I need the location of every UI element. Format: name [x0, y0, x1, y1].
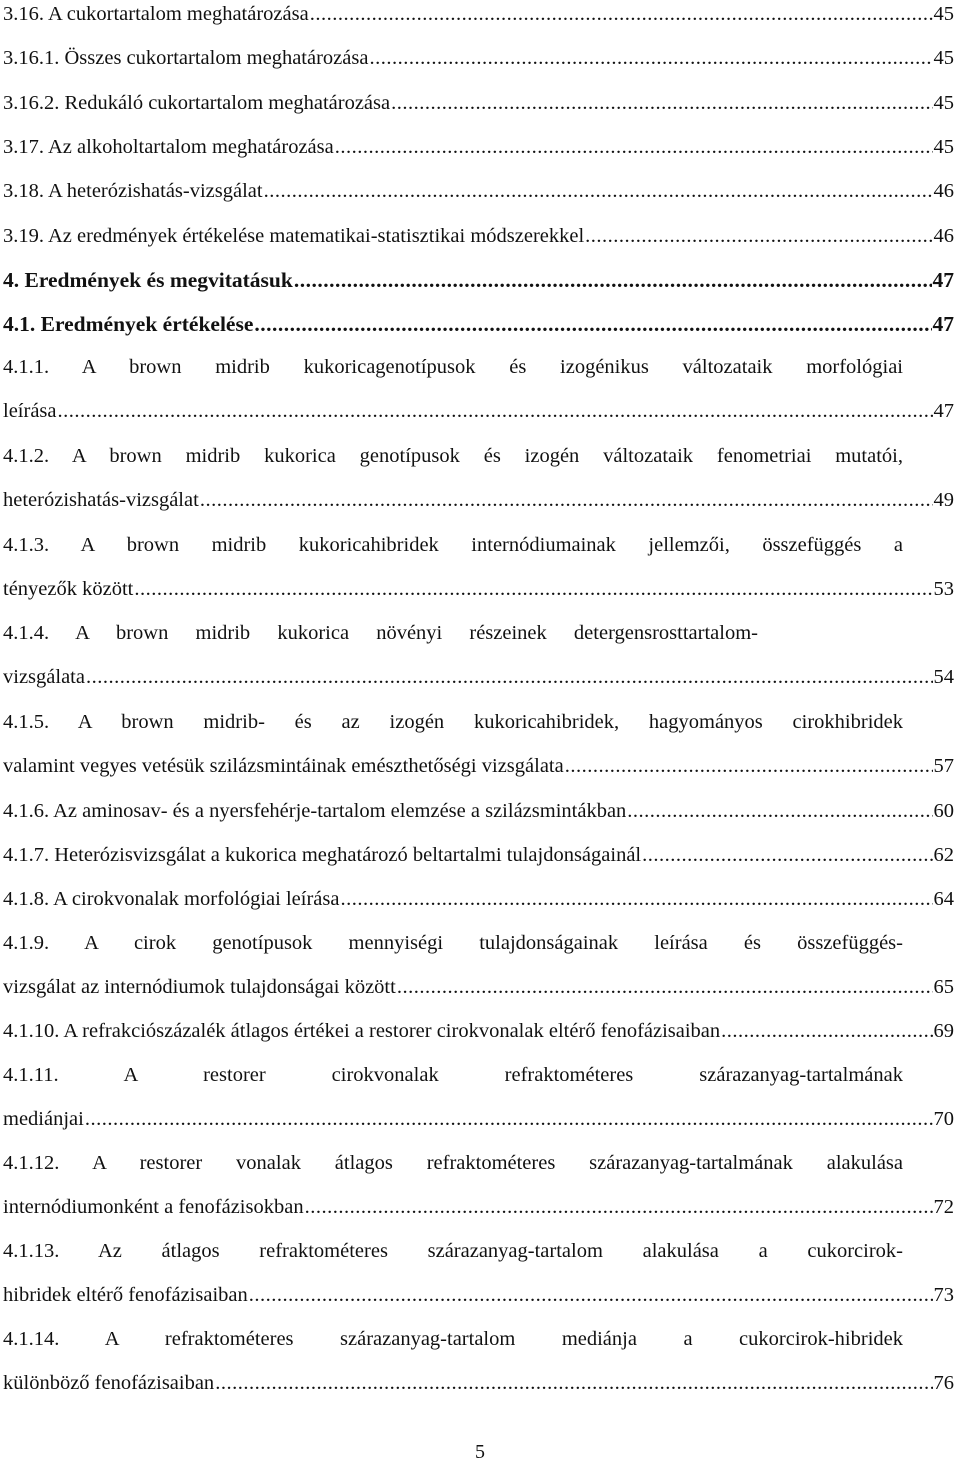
- dot-leader: [310, 0, 933, 36]
- toc-line: [3, 81, 954, 125]
- toc-line: [3, 1009, 954, 1053]
- dot-leader: [627, 789, 932, 833]
- dot-leader: [294, 258, 932, 302]
- toc-page-number: 69: [933, 1020, 954, 1042]
- toc-entry[interactable]: [3, 258, 954, 302]
- dot-leader: [397, 965, 933, 1009]
- toc-line: [3, 214, 954, 258]
- dot-leader: [86, 655, 933, 699]
- toc-entry[interactable]: [3, 214, 954, 258]
- toc-page-number: 45: [933, 135, 954, 158]
- toc-entry-text: 3.17. Az alkoholtartalom meghatározása: [3, 135, 334, 158]
- toc-line: [3, 169, 954, 213]
- toc-line: [3, 1141, 954, 1185]
- toc-page-number: 47: [932, 311, 954, 336]
- toc-line: [3, 0, 954, 36]
- toc-page-number: 70: [933, 1108, 954, 1131]
- toc-line: [3, 833, 954, 877]
- toc-line: [3, 389, 954, 433]
- toc-line: [3, 302, 954, 346]
- toc-entry-text: 3.19. Az eredmények értékelése matematikai-statisztikai módszerekkel: [3, 224, 585, 247]
- toc-line: [3, 125, 954, 169]
- dot-leader: [585, 214, 932, 258]
- toc-page-number: 49: [933, 489, 954, 512]
- dot-leader: [85, 1097, 933, 1141]
- toc-page-number: 46: [933, 180, 954, 203]
- toc-line: [3, 1097, 954, 1141]
- dot-leader: [200, 478, 933, 522]
- toc-entry[interactable]: [3, 36, 954, 80]
- toc-entry-text: internódiumonként a fenofázisokban: [3, 1196, 304, 1219]
- toc-line: [3, 345, 954, 389]
- toc-entry-text: vizsgálata: [3, 666, 85, 689]
- toc-entry[interactable]: [3, 1053, 954, 1142]
- toc-entry-text: 4.1.10. A refrakciószázalék átlagos értékei a restorer cirokvonalak eltérő fenofázisaiban: [3, 1020, 721, 1042]
- toc-line: [3, 744, 954, 788]
- toc-entry[interactable]: [3, 302, 954, 346]
- toc-entry-text: 4.1.3. A brown midrib kukoricahibridek internódiumainak jellemzői, összefüggés a: [3, 534, 903, 556]
- toc-line: [3, 1361, 954, 1405]
- toc-entry-text: 4.1. Eredmények értékelése: [3, 311, 254, 336]
- toc-page-number: 53: [933, 578, 954, 601]
- toc-entry-text: 4.1.7. Heterózisvizsgálat a kukorica meghatározó beltartalmi tulajdonságainál: [3, 844, 642, 866]
- toc-line: [3, 700, 954, 744]
- toc-entry-text: heterózishatás-vizsgálat: [3, 489, 199, 512]
- toc-line: [3, 434, 954, 478]
- toc-entry-text: 4.1.13. Az átlagos refraktométeres szárazanyag-tartalom alakulása a cukorcirok-: [3, 1240, 903, 1262]
- toc-page-number: 45: [933, 91, 954, 114]
- toc-line: [3, 655, 954, 699]
- toc-page-number: 60: [933, 800, 954, 822]
- toc-entry-text: leírása: [3, 400, 57, 423]
- toc-entry[interactable]: [3, 523, 954, 612]
- toc-entry-text: 4.1.4. A brown midrib kukorica növényi részeinek detergensrosttartalom-: [3, 622, 758, 644]
- toc-line: [3, 1273, 954, 1317]
- toc-entry-text: 3.16. A cukortartalom meghatározása: [3, 3, 309, 25]
- toc-line: [3, 567, 954, 611]
- dot-leader: [565, 744, 933, 788]
- toc-entry[interactable]: [3, 1009, 954, 1053]
- toc-entry-text: 3.18. A heterózishatás-vizsgálat: [3, 180, 263, 203]
- toc-entry[interactable]: [3, 833, 954, 877]
- toc-entry[interactable]: [3, 1229, 954, 1318]
- dot-leader: [58, 389, 933, 433]
- toc-entry-text: mediánjai: [3, 1108, 84, 1131]
- toc-page-number: 64: [933, 888, 954, 910]
- toc-entry[interactable]: [3, 789, 954, 833]
- toc-line: [3, 1185, 954, 1229]
- toc-page-number: 62: [933, 844, 954, 866]
- toc-line: [3, 1229, 954, 1273]
- toc-page-number: 47: [933, 400, 954, 423]
- toc-entry-text: 4.1.1. A brown midrib kukoricagenotípusok és izogénikus változataik morfológiai: [3, 356, 903, 378]
- dot-leader: [642, 833, 932, 877]
- toc-page-number: 46: [933, 224, 954, 247]
- dot-leader: [335, 125, 933, 169]
- dot-leader: [134, 567, 932, 611]
- toc-entry-text: 3.16.2. Redukáló cukortartalom meghatározása: [3, 91, 391, 114]
- toc-entry-text: 3.16.1. Összes cukortartalom meghatározása: [3, 47, 369, 70]
- toc-page-number: 65: [933, 976, 954, 999]
- toc-line: [3, 965, 954, 1009]
- toc-entry-text: 4. Eredmények és megvitatásuk: [3, 268, 293, 292]
- toc-entry[interactable]: [3, 921, 954, 1010]
- toc-line: [3, 1317, 954, 1361]
- toc-page-number: 47: [932, 268, 954, 292]
- toc-line: [3, 1053, 954, 1097]
- toc-entry-text: 4.1.9. A cirok genotípusok mennyiségi tulajdonságainak leírása és összefüggés-: [3, 932, 903, 954]
- dot-leader: [215, 1361, 932, 1405]
- toc-entry-text: 4.1.2. A brown midrib kukorica genotípusok és izogén változataik fenometriai mutatói,: [3, 445, 903, 467]
- toc-page-number: 45: [933, 3, 954, 25]
- toc-line: [3, 611, 954, 655]
- toc-entry[interactable]: [3, 611, 954, 700]
- toc-entry[interactable]: [3, 877, 954, 921]
- dot-leader: [305, 1185, 933, 1229]
- toc-page-number: 73: [933, 1284, 954, 1307]
- toc-page-number: 76: [933, 1372, 954, 1395]
- dot-leader: [721, 1009, 932, 1053]
- toc-line: [3, 877, 954, 921]
- toc-entry-text: vizsgálat az internódiumok tulajdonságai között: [3, 976, 396, 999]
- toc-entry-text: 4.1.5. A brown midrib- és az izogén kukoricahibridek, hagyományos cirokhibridek: [3, 711, 903, 733]
- toc-entry-text: 4.1.12. A restorer vonalak átlagos refraktométeres szárazanyag-tartalmának alakulása: [3, 1152, 903, 1174]
- toc-line: [3, 36, 954, 80]
- dot-leader: [391, 81, 932, 125]
- toc-line: [3, 478, 954, 522]
- toc-entry[interactable]: [3, 434, 954, 523]
- toc-page-number: 54: [933, 666, 954, 689]
- toc-entry-text: 4.1.14. A refraktométeres szárazanyag-tartalom mediánja a cukorcirok-hibridek: [3, 1328, 903, 1350]
- toc-line: [3, 921, 954, 965]
- toc-page-number: 57: [933, 755, 954, 778]
- dot-leader: [264, 169, 933, 213]
- toc-line: [3, 523, 954, 567]
- toc-entry[interactable]: [3, 169, 954, 213]
- toc-entry[interactable]: [3, 0, 954, 36]
- toc-page-number: 72: [933, 1196, 954, 1219]
- toc-entry-text: tényezők között: [3, 578, 134, 601]
- dot-leader: [249, 1273, 933, 1317]
- toc-entry[interactable]: [3, 1141, 954, 1230]
- toc-entry-text: 4.1.8. A cirokvonalak morfológiai leírása: [3, 888, 340, 910]
- dot-leader: [340, 877, 932, 921]
- toc-line: [3, 258, 954, 302]
- toc-entry-text: valamint vegyes vetésük szilázsmintáinak emészthetőségi vizsgálata: [3, 755, 564, 778]
- dot-leader: [254, 302, 931, 346]
- toc-entry[interactable]: [3, 700, 954, 789]
- toc-entry-text: 4.1.6. Az aminosav- és a nyersfehérje-tartalom elemzése a szilázsmintákban: [3, 800, 627, 822]
- toc-entry-text: különböző fenofázisaiban: [3, 1372, 215, 1395]
- dot-leader: [369, 36, 932, 80]
- page-number: 5: [475, 1441, 485, 1463]
- toc-entry[interactable]: [3, 345, 954, 434]
- toc-entry-text: hibridek eltérő fenofázisaiban: [3, 1284, 248, 1307]
- toc-entry[interactable]: [3, 1317, 954, 1406]
- toc-entry-text: 4.1.11. A restorer cirokvonalak refraktométeres szárazanyag-tartalmának: [3, 1064, 903, 1086]
- toc-entry[interactable]: [3, 81, 954, 125]
- toc-entry[interactable]: [3, 125, 954, 169]
- toc-page-number: 45: [933, 47, 954, 70]
- toc-line: [3, 789, 954, 833]
